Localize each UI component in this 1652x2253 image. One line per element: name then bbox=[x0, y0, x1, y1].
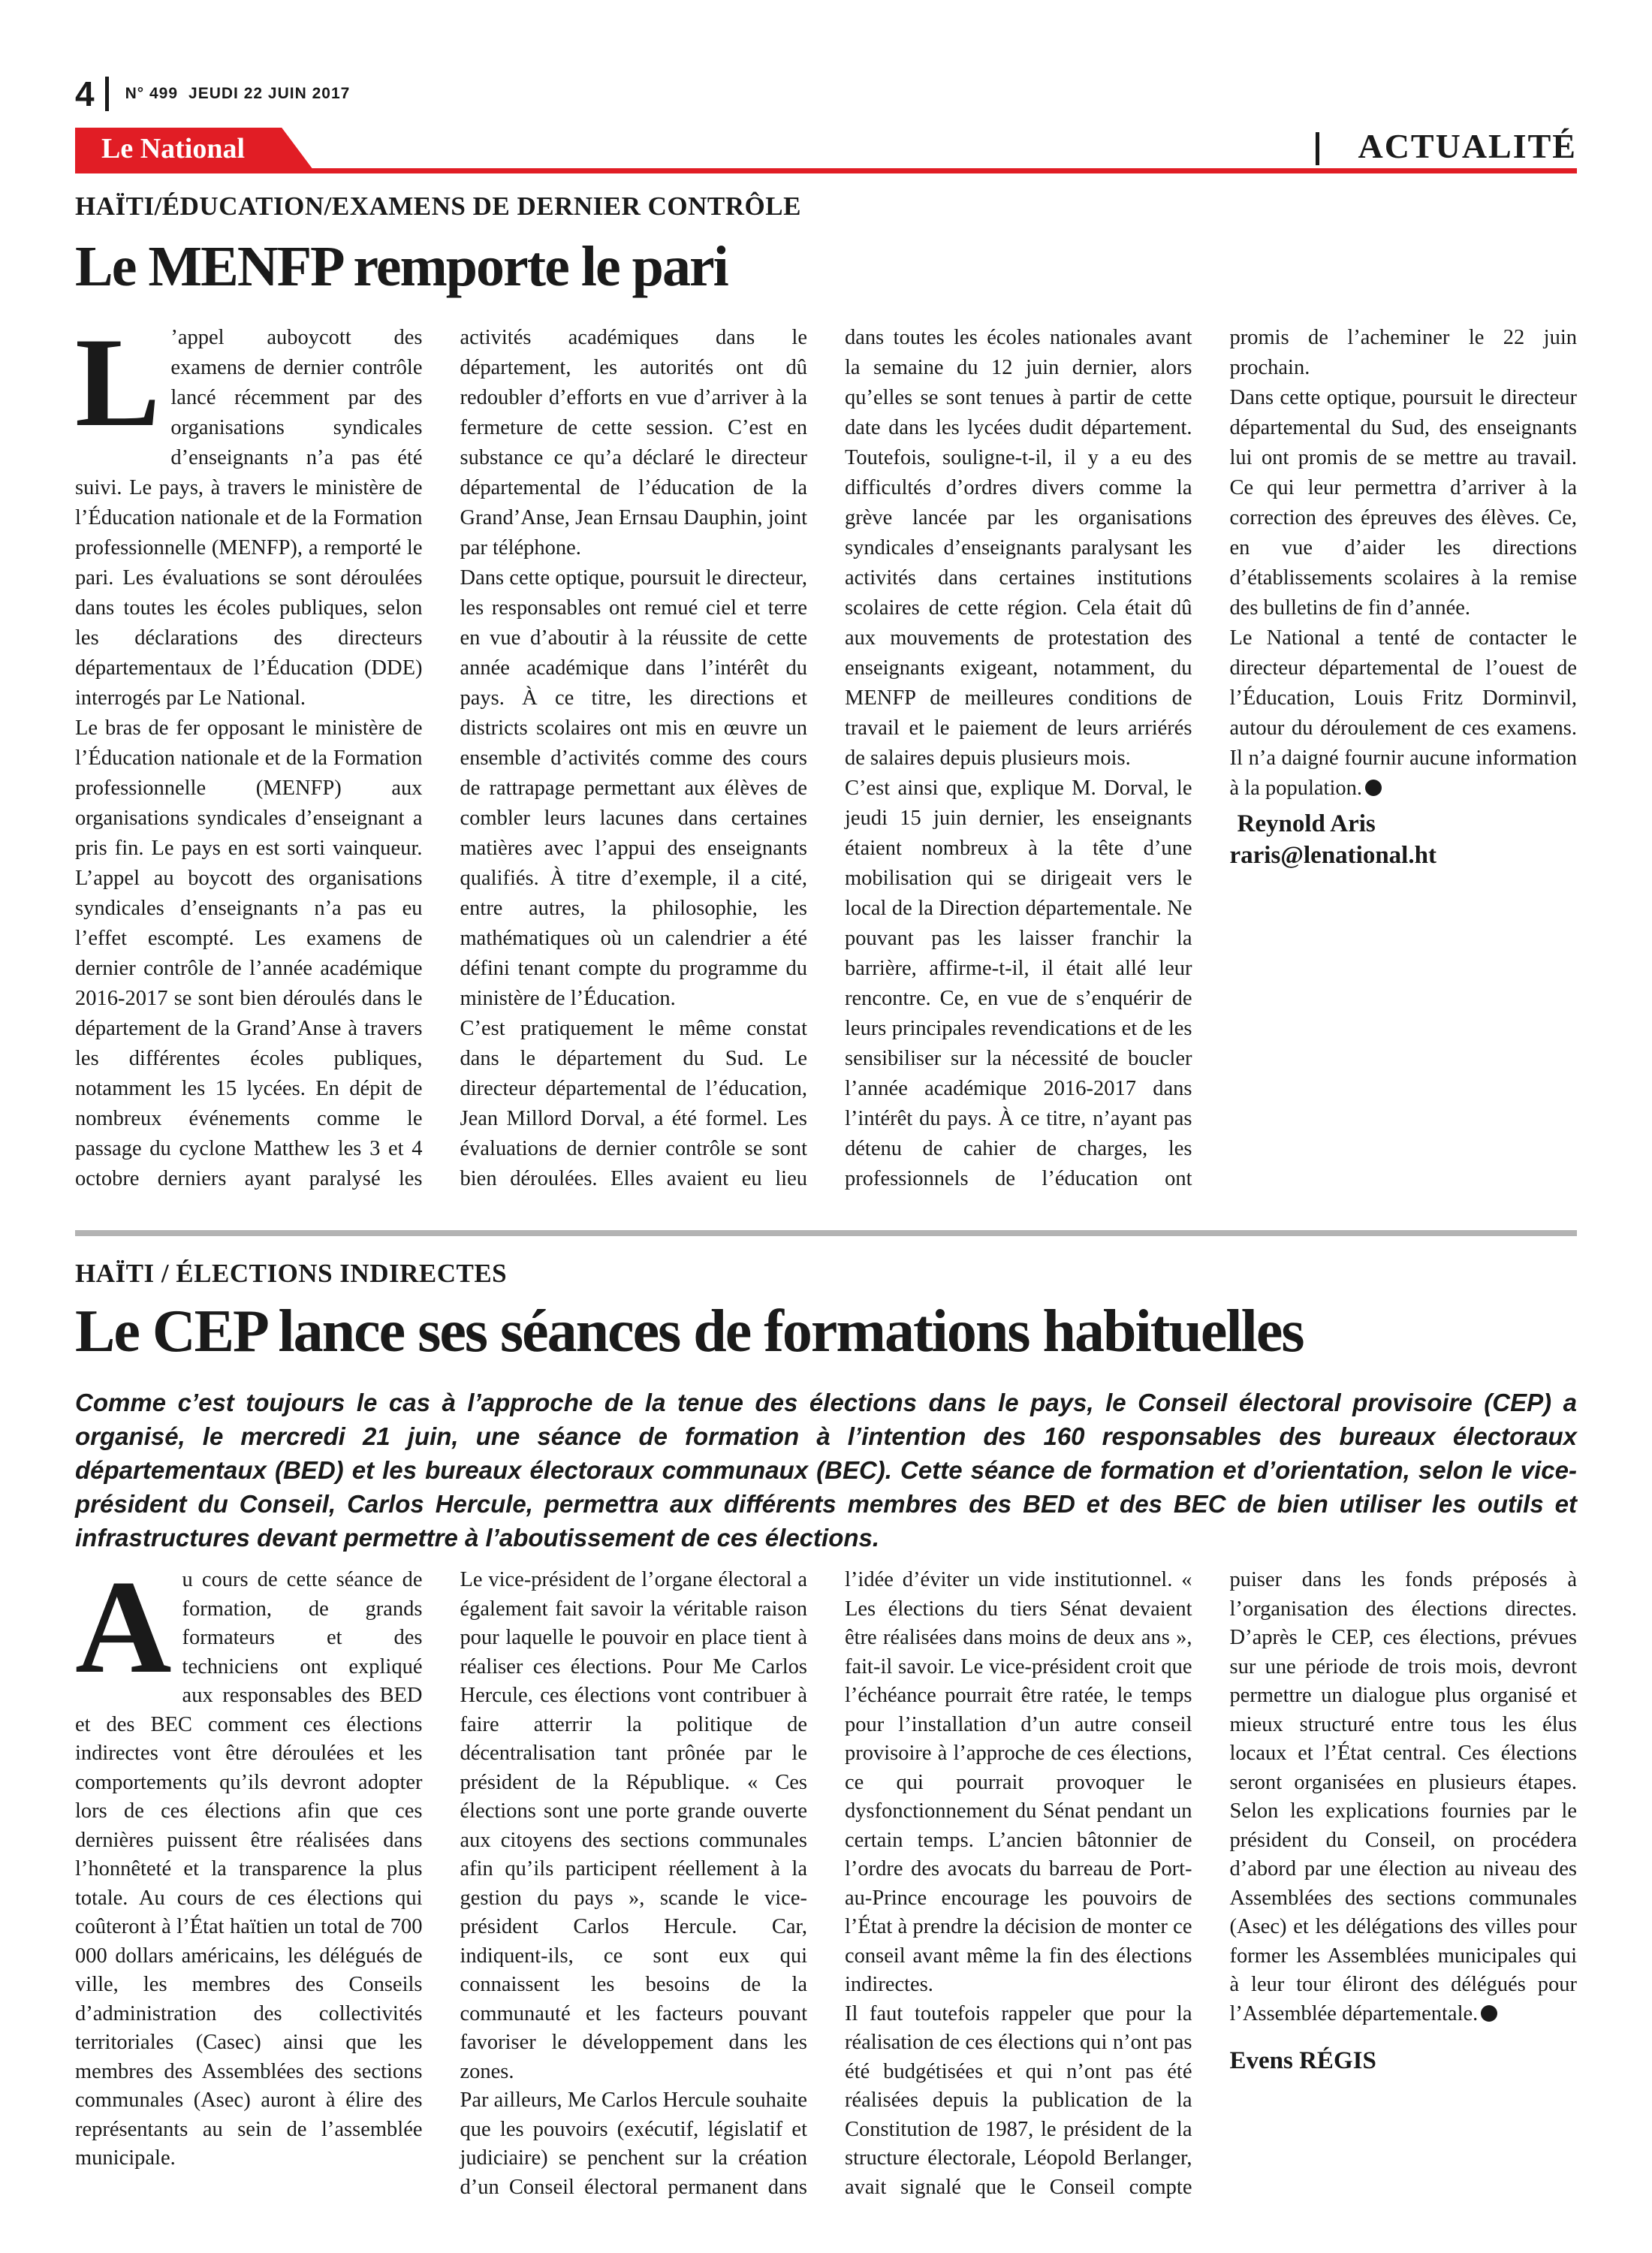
issue-number: N° 499 bbox=[125, 85, 179, 102]
issue-date: JEUDI 22 JUIN 2017 bbox=[188, 85, 351, 102]
article2-body bbox=[75, 1552, 1577, 2219]
article1-paragraph: Dans cette optique, poursuit le directeur, les responsables ont remué ciel et terre en vue d’aboutir à la réussite de cette année académique dans l’intérêt du pays. À ce titre, les directions et districts scolaires ont mis en œuvre un ensemble d’activités comme des cours de rattrapage permettant aux élèves de combler leurs lacunes dans certaines matières avec l’appui des enseignants qualifiés. À titre d’exemple, il a cité, entre autres, la philosophie, les mathématiques où un calendrier a été défini tenant compte du programme du ministère de l’Éducation. bbox=[460, 566, 807, 1010]
article2-paragraph-text: u cours de cette séance de formation, de grands formateurs et des techniciens ont expliqué aux responsables des BED et des BEC comment ces élections indirectes vont être déroulées et les comportements qu’ils devront adopter lors de ces élections afin que ces dernières puissent être réalisées dans l’honnêteté et la transparence la plus totale. Au cours de ces élections qui coûteront à l’État haïtien un total de 700 000 dollars américains, les délégués de ville, les membres des Conseils d’administration des collectivités territoriales (Casec) ainsi que les membres des Assemblées des sections communales (Asec) auront à élire des représentants au sein de l’assemblée municipale. bbox=[75, 1568, 423, 2170]
header-rule bbox=[75, 168, 1577, 173]
article2-lead: Comme c’est toujours le cas à l’approche de la tenue des élections dans le pays, le Conseil électoral provisoire (CEP) a organisé, le mercredi 21 juin, une séance de formation à l’intention des 160 responsables des bureaux électoraux départementaux (BED) et les bureaux électoraux communaux (BEC). Cette séance de formation et d’orientation, selon le vice-président du Conseil, Carlos Hercule, permettra aux différents membres des BED et des BEC de bien utiliser les outils et infrastructures devant permettre à l’aboutissement de ces élections. bbox=[75, 1389, 1577, 1552]
article1-author: Reynold Aris bbox=[1237, 810, 1376, 837]
end-mark-icon bbox=[1365, 780, 1382, 796]
article1-kicker: HAÏTI/ÉDUCATION/EXAMENS DE DERNIER CONTRÔLE bbox=[75, 192, 801, 221]
article1-headline: Le MENFP remporte le pari bbox=[75, 235, 728, 298]
page-number: 4 bbox=[75, 74, 95, 113]
article2-paragraph bbox=[75, 1552, 423, 2173]
article1-paragraph-text: ’appel auboycott des examens de dernier contrôle lancé récemment par des organisations syndicales d’enseignants n’a pas été suivi. Le pays, à travers le ministère de l’Éducation nationale et de la Formation professionnelle (MENFP), a remporté le pari. Les évaluations se sont déroulées dans toutes les écoles publiques, selon les déclarations des directeurs départementaux de l’Éducation (DDE) interrogés par Le National. bbox=[75, 326, 423, 710]
section-label: ACTUALITÉ bbox=[1358, 127, 1577, 165]
article-divider bbox=[75, 1230, 1577, 1236]
end-mark-icon bbox=[1481, 2005, 1497, 2022]
article1-paragraph: C’est ainsi que, explique M. Dorval, le jeudi 15 juin dernier, les enseignants étaient nombreux à la tête d’une mobilisation qui se dirigeait vers le local de la Direction départementale. Ne pouvant pas les laisser franchir la barrière, affirme-t-il, il était allé leur rencontre. Ce, en vue de s’enquérir de leurs principales revendications et de les sensibiliser sur la nécessité de boucler l’année académique 2016-2017 dans l’intérêt du pays. À ce titre, n’ayant pas détenu de cahier de charges, les professionnels de l’éducation ont promis de l’acheminer le 22 juin prochain. bbox=[845, 326, 1577, 1190]
article2-headline: Le CEP lance ses séances de formations habituelles bbox=[75, 1298, 1304, 1365]
article1-paragraph: C’est pratiquement le même constat dans le département du Sud. Le directeur départemental de l’éducation, Jean Millord Dorval, a été formel. Les évaluations de dernier contrôle se sont bien déroulées. Elles avaient eu lieu dans toutes les écoles nationales avant la semaine du 12 juin dernier, alors qu’elles se sont tenues à partir de cette date dans les lycées dudit département. Toutefois, souligne-t-il, il y a eu des difficultés d’ordres divers comme la grève lancée par les organisations syndicales d’enseignants paralysant les activités dans certaines institutions scolaires de cette région. Cela était dû aux mouvements de protestation des enseignants exigeant, notamment, du MENFP de meilleures conditions de travail et le paiement de leurs arriérés de salaires depuis plusieurs mois. bbox=[460, 326, 1192, 1190]
article2-paragraph: Le vice-président de l’organe électoral a également fait savoir la véritable raison pour laquelle le pouvoir en place tient à réaliser ces élections. Pour Me Carlos Hercule, ces élections vont contribuer à faire atterrir la politique de décentralisation tant prônée par le président de la République. « Ces élections sont une porte grande ouverte aux citoyens des sections communales afin qu’ils participent réellement à la gestion du pays », scande le vice-président Carlos Hercule. Car, indiquent-ils, ce sont eux qui connaissent les besoins de la communauté et les facteurs pouvant favoriser le développement dans les zones. bbox=[460, 1568, 807, 2083]
article1-body bbox=[75, 312, 1577, 1202]
article2-paragraph: Par ailleurs, Me Carlos Hercule souhaite que les pouvoirs (exécutif, législatif et judiciaire) se penchent sur la création d’un Conseil électoral permanent dans l’idée d’éviter un vide institutionnel. « Les élections du tiers Sénat devaient être réalisées dans moins de deux ans », fait-il savoir. Le vice-président croit que l’échéance pourrait être ratée, le temps pour l’installation d’un autre conseil provisoire à l’approche de ces élections, ce qui pourrait provoquer le dysfonctionnement du Sénat pendant un certain temps. L’ancien bâtonnier de l’ordre des avocats du barreau de Port-au-Prince encourage les pouvoirs de l’État à prendre la décision de monter ce conseil avant même la fin des élections indirectes. bbox=[460, 1568, 1192, 2199]
header-divider bbox=[105, 77, 109, 111]
article1-paragraph bbox=[1230, 623, 1578, 804]
article1-paragraph: Dans cette optique, poursuit le directeur départemental du Sud, des enseignants lui ont promis de se mettre au travail. Ce qui leur permettra d’arriver à la correction des épreuves des élèves. Ce, en vue d’aider les directions d’établissements scolaires à la remise des bulletins de fin d’année. bbox=[1229, 386, 1577, 620]
article1-paragraph: Le bras de fer opposant le ministère de l’Éducation nationale et de la Formation professionnelle (MENFP) aux organisations syndicales d’enseignant a pris fin. Le pays en est sorti vainqueur. L’appel au boycott des organisations syndicales d’enseignants n’a pas eu l’effet escompté. Les examens de dernier contrôle de l’année académique 2016-2017 se sont bien déroulés dans le département de la Grand’Anse à travers les différentes écoles publiques, notamment les 15 lycées. En dépit de nombreux événements comme le passage du cyclone Matthew les 3 et 4 octobre derniers ayant paralysé les activités académiques dans le département, les autorités ont dû redoubler d’efforts en vue d’arriver à la fermeture de cette session. C’est en substance ce qu’a déclaré le directeur départemental de l’éducation de la Grand’Anse, Jean Ernsau Dauphin, joint par téléphone. bbox=[75, 326, 807, 1190]
article1-paragraph bbox=[75, 312, 423, 713]
brand-logo: Le National bbox=[101, 133, 246, 164]
article1-paragraph-text: Le National a tenté de contacter le directeur départemental de l’ouest de l’Éducation, Louis Fritz Dorminvil, autour du déroulement de ces examens. Il n’a daigné fournir aucune information à la population. bbox=[1229, 626, 1577, 800]
article2-paragraph-text: Il faut toutefois rappeler que pour la réalisation de ces élections qui n’ont pas été budgétisées et qui n’ont pas été réalisées depuis la publication de la Constitution de 1987, le président de la structure électorale, Léopold Berlanger, avait signalé que le Conseil compte puiser dans les fonds préposés à l’organisation des élections directes. D’après le CEP, ces élections, prévues sur une période de trois mois, devront permettre un dialogue plus organisé et mieux structuré entre tous les élus locaux et l’État central. Ces élections seront organisées en plusieurs étapes. Selon les explications fournies par le président du Conseil, on procédera d’abord par une élection au niveau des Assemblées des sections communales (Asec) et les délégations des villes pour former les Assemblées municipales qui à leur tour éliront des délégués pour l’Assemblée départementale. bbox=[845, 1568, 1577, 2199]
article2-dropcap: A bbox=[75, 1552, 172, 1701]
article1-dropcap: L bbox=[75, 312, 161, 453]
article2-kicker: HAÏTI / ÉLECTIONS INDIRECTES bbox=[75, 1259, 508, 1288]
article2-author: Evens RÉGIS bbox=[1229, 2047, 1376, 2074]
page-header bbox=[75, 71, 350, 116]
section-divider bbox=[1316, 132, 1319, 165]
article1-email: raris@lenational.ht bbox=[1229, 842, 1436, 869]
